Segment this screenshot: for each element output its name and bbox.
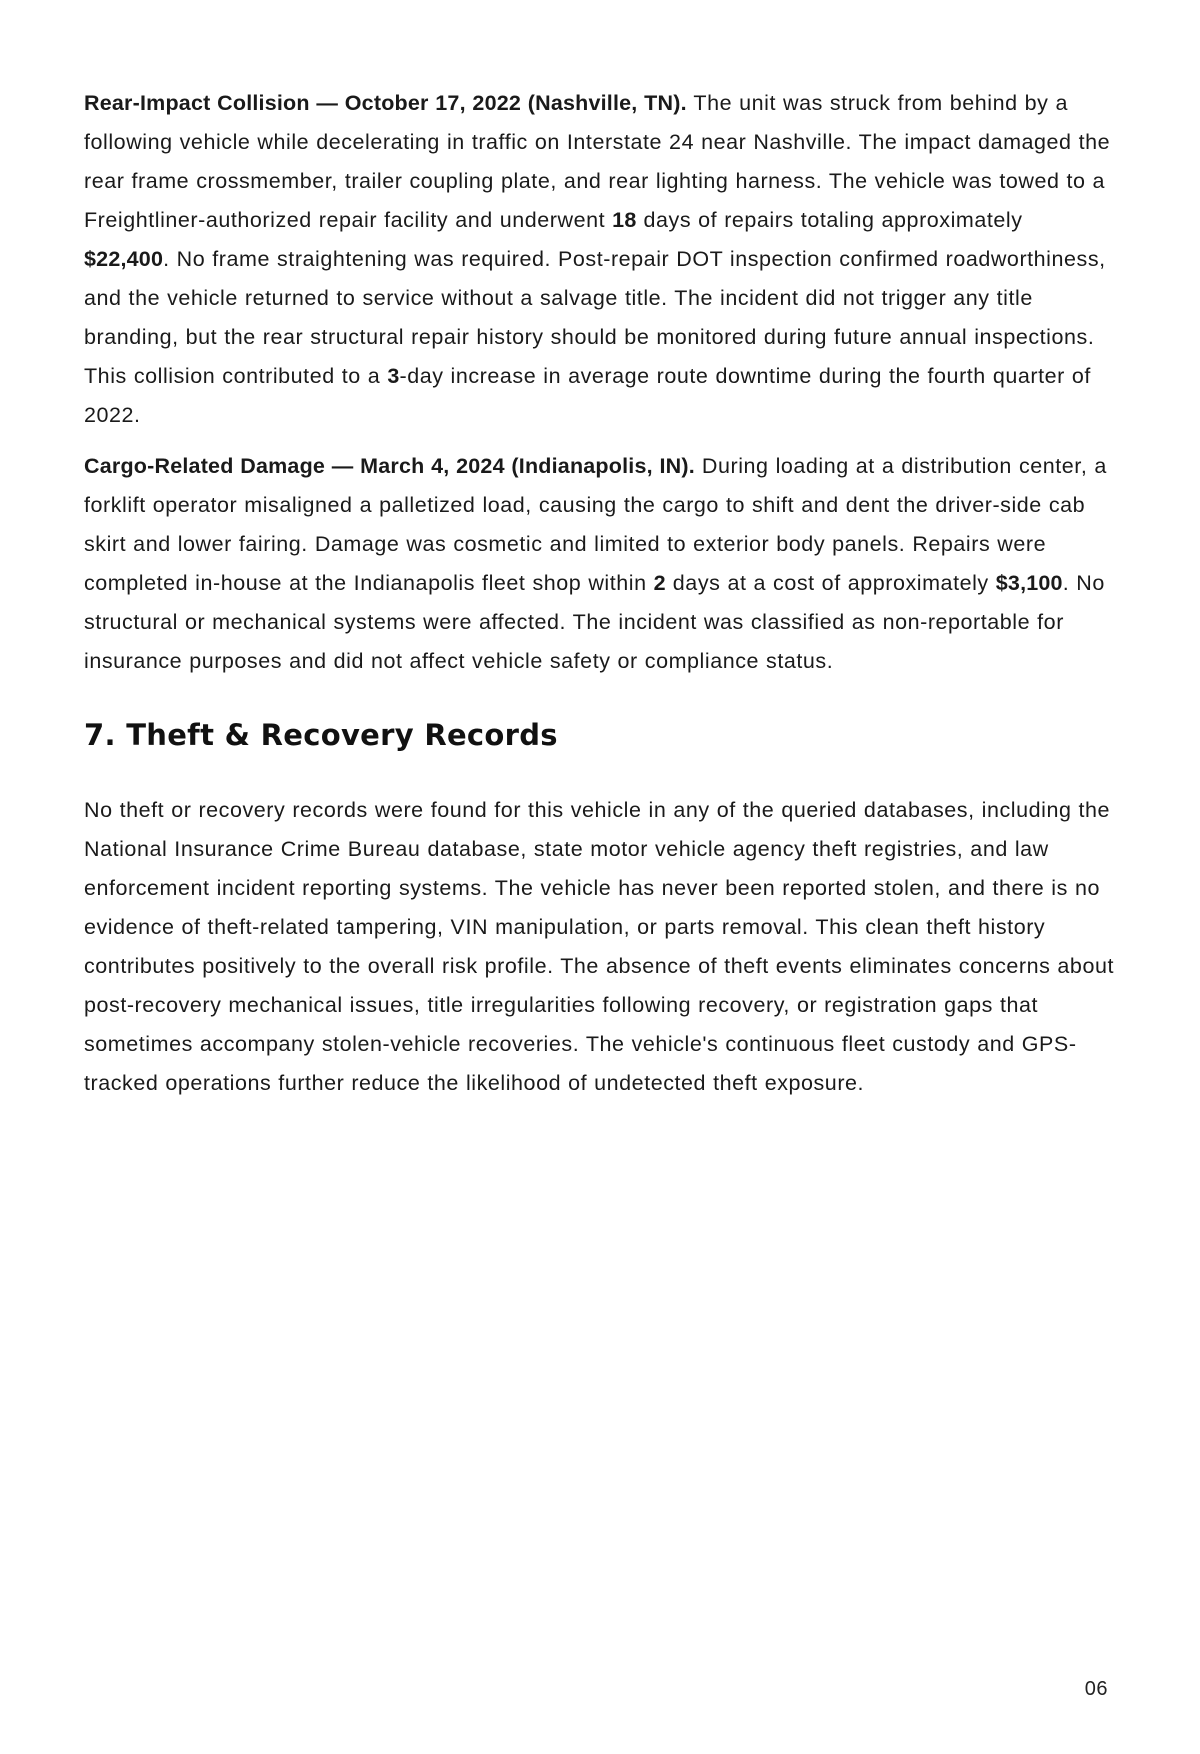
incident-text: . No frame straightening was required. Post-repair DOT inspection confirmed roadworthiness, and the vehicle returned to service without a salvage title. The incident did not trigger any title branding, but the rear structural repair history should be monitored during future annual inspections. This collision contributed to a [84, 247, 1106, 388]
incident-text: days at a cost of approximately [665, 571, 996, 595]
incident-paragraph-rear-impact [84, 84, 1114, 435]
page-number: 06 [1084, 1678, 1108, 1700]
incident-heading: Cargo-Related Damage — March 4, 2024 (Indianapolis, IN). [84, 454, 695, 478]
repair-cost: $3,100 [995, 571, 1063, 595]
incident-text: days of repairs totaling approximately [636, 208, 1023, 232]
section-title: 7. Theft & Recovery Records [84, 718, 558, 752]
incident-heading: Rear-Impact Collision — October 17, 2022 (Nashville, TN). [84, 91, 687, 115]
incident-paragraph-cargo-damage [84, 447, 1114, 681]
incident-text: . No structural or mechanical systems were affected. The incident was classified as non-reportable for insurance purposes and did not affect vehicle safety or compliance status. [84, 571, 1105, 673]
incident-text: The unit was struck from behind by a following vehicle while decelerating in traffic on Interstate 24 near Nashville. The impact damaged the rear frame crossmember, trailer coupling plate, and rear lighting harness. The vehicle was towed to a Freightliner-authorized repair facility and underwent [84, 91, 1111, 232]
repair-days: 18 [612, 208, 637, 232]
section-body: No theft or recovery records were found for this vehicle in any of the queried databases, including the National Insurance Crime Bureau database, state motor vehicle agency theft registries, and law enforcement incident reporting systems. The vehicle has never been reported stolen, and there is no evidence of theft-related tampering, VIN manipulation, or parts removal. This clean theft history contributes positively to the overall risk profile. The absence of theft events eliminates concerns about post-recovery mechanical issues, title irregularities following recovery, or registration gaps that sometimes accompany stolen-vehicle recoveries. The vehicle's continuous fleet custody and GPS-tracked operations further reduce the likelihood of undetected theft exposure. [84, 798, 1114, 1095]
downtime-days: 3 [387, 364, 400, 388]
incident-text: -day increase in average route downtime during the fourth quarter of 2022. [84, 364, 1091, 427]
repair-days: 2 [653, 571, 666, 595]
document-page [84, 84, 1114, 1115]
repair-cost: $22,400 [84, 247, 164, 271]
incident-text: During loading at a distribution center, a forklift operator misaligned a palletized load, causing the cargo to shift and dent the driver-side cab skirt and lower fairing. Damage was cosmetic and limited to exterior body panels. Repairs were completed in-house at the Indianapolis fleet shop within [84, 454, 1107, 595]
